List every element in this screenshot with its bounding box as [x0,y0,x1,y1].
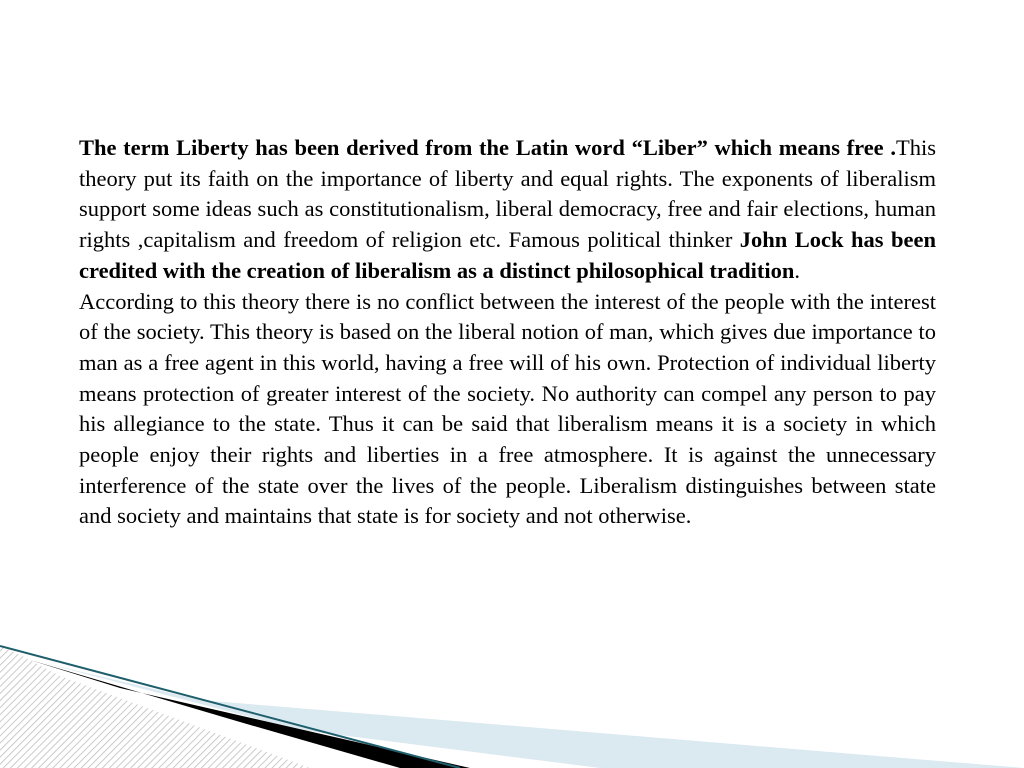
paragraph-theory: According to this theory there is no conflict between the interest of the people with the interest of the society. This theory is based on the liberal notion of man, which gives due importance to man as a free agent in this world, having a free will of his own. Protection of individual liberty means protection of greater interest of the society. No authority can compel any person to pay his allegiance to the state. Thus it can be said that liberalism means it is a society in which people enjoy their rights and liberties in a free atmosphere. It is against the unnecessary interference of the state over the lives of the people. Liberalism distinguishes between state and society and maintains that state is for society and not otherwise. [79,288,936,529]
bold-credit: John Lock has been credited with the creation of liberalism as a distinct philosophical tradition [79,227,936,283]
bold-intro: The term Liberty has been derived from the Latin word “Liber” which means free . [79,135,896,160]
paragraph-end-period: . [794,257,801,283]
light-blue-sweep [40,662,1024,768]
paragraph-liberty-definition [79,133,936,287]
body-text [79,133,936,532]
hatched-wedge [0,646,310,768]
teal-line [0,646,460,768]
liberalism-ideas-text: This theory put its faith on the importance of liberty and equal rights. The exponents of liberalism support some ideas such as constitutionalism, liberal democracy, free and fair elections, human rights ,capitalism and freedom of religion etc. Famous political thinker [79,135,936,253]
dark-wedge [30,660,470,768]
